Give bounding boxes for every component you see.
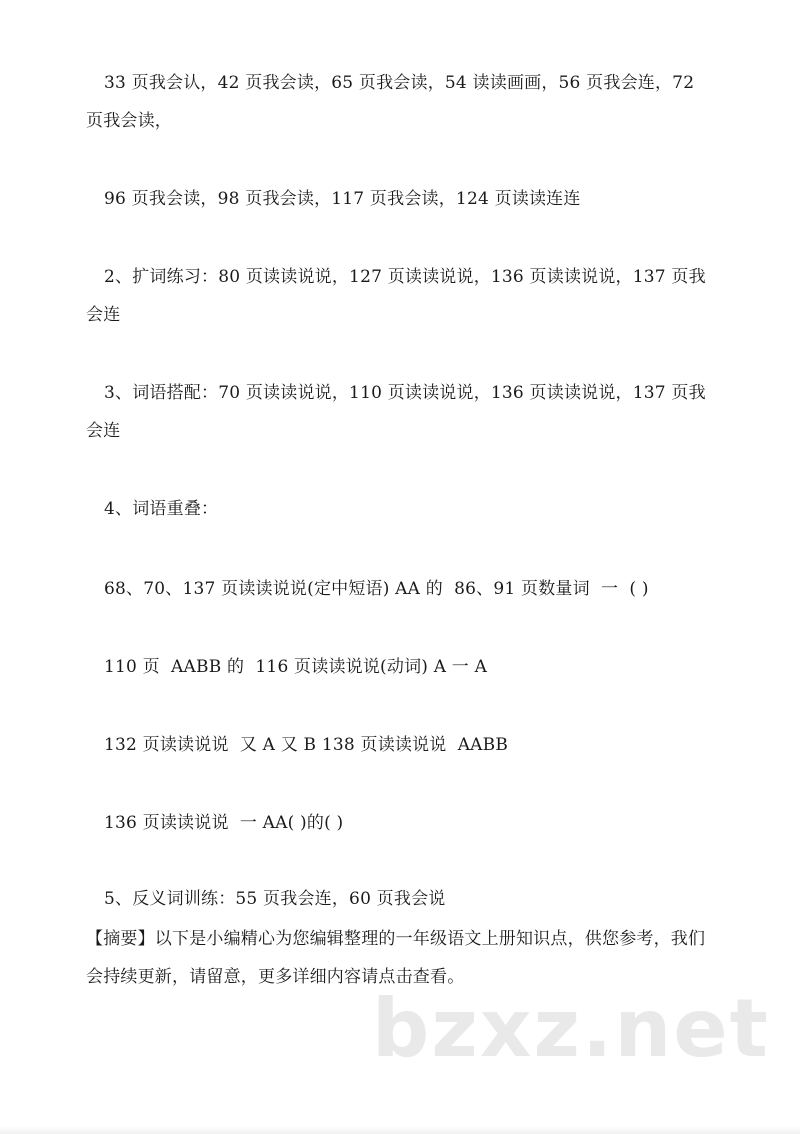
paragraph-1: [86, 64, 706, 140]
paragraph-text: 132 页读读说说 又 A 又 B 138 页读读说说 AABB: [104, 735, 509, 755]
paragraph-7: [86, 648, 706, 686]
paragraph-text: 68、70、137 页读读说说(定中短语) AA 的 86、91 页数量词 一 ( ): [104, 579, 649, 599]
paragraph-3: [86, 258, 706, 334]
paragraph-text: 33 页我会认，42 页我会读，65 页我会读，54 读读画画，56 页我会连，72 页我会读，: [86, 73, 695, 131]
paragraph-text: 3、词语搭配：70 页读读说说，110 页读读说说，136 页读读说说，137 页我会连: [86, 383, 706, 441]
paragraph-text: 4、词语重叠：: [104, 499, 219, 519]
paragraph-9: [86, 804, 706, 842]
paragraph-text: 2、扩词练习：80 页读读说说，127 页读读说说，136 页读读说说，137 页我会连: [86, 267, 706, 325]
paragraph-text: 5、反义词训练：55 页我会连，60 页我会说: [104, 889, 446, 909]
paragraph-6: [86, 570, 706, 608]
watermark: bzxz.net: [372, 982, 770, 1075]
page-bottom-edge: [0, 1126, 800, 1134]
paragraph-5: [86, 490, 706, 528]
paragraph-text: 136 页读读说说 一 AA( )的( ): [104, 813, 344, 833]
summary-text: 【摘要】以下是小编精心为您编辑整理的一年级语文上册知识点，供您参考，我们会持续更新，请留意，更多详细内容请点击查看。: [86, 929, 706, 987]
paragraph-text: 110 页 AABB 的 116 页读读说说(动词) A 一 A: [104, 657, 488, 677]
paragraph-10: [86, 880, 706, 918]
paragraph-text: 96 页我会读，98 页我会读，117 页我会读，124 页读读连连: [104, 189, 581, 209]
paragraph-8: [86, 726, 706, 764]
paragraph-2: [86, 180, 706, 218]
paragraph-4: [86, 374, 706, 450]
